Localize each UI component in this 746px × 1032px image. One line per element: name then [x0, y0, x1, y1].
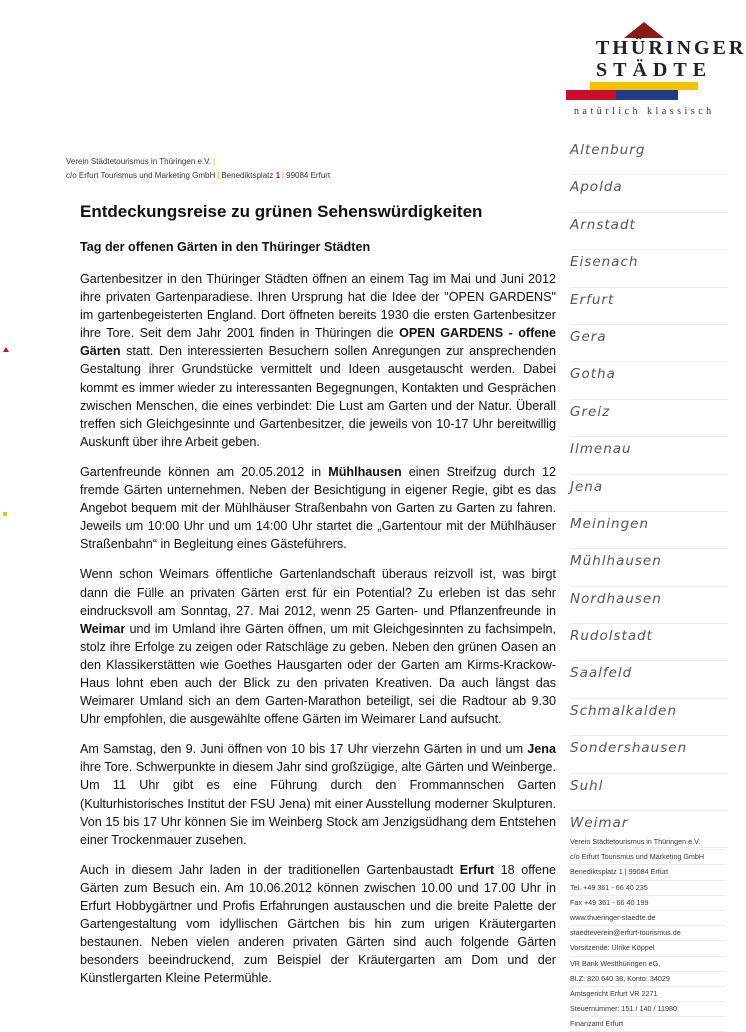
article-subtitle: Tag der offenen Gärten in den Thüringer Städten — [80, 240, 371, 254]
paragraph-1: Gartenbesitzer in den Thüringer Städten öffnen an einem Tag im Mai und Juni 2012 ihre privaten Gartenparadiese. Ihren Ursprung hat die Idee der "OPEN GARDENS" im gartenbegeisterten England. Dort öffneten bereits 1930 die ersten Gartenbesitzer ihre Tore. Seit dem Jahr 2001 finden in Thüringen die OPEN GARDENS - offene Gärten statt. Den interessierten Besuchern sollen Anregungen zur ansprechenden Gestaltung ihrer Grundstücke vermittelt und Ideen ausgetauscht werden. Dabei kommt es immer wieder zu interessanten Begegnungen, Kontakten und Gesprächen zwischen Menschen, die eines verbindet: Die Lust am Garten und der Natur. Überall treffen sich Gleichgesinnte und Gartenbesitzer, die jeweils von 10-17 Uhr bereitwillig Auskunft über ihre Arbeit geben. — [80, 272, 556, 449]
info-line: Fax +49 361 - 66 40 199 — [570, 896, 726, 911]
sender-line-1 — [66, 155, 330, 169]
sender-address — [66, 155, 330, 183]
city-item: Eisenach — [570, 250, 728, 287]
city-item: Weimar — [570, 811, 728, 848]
separator: | — [212, 157, 216, 166]
city-item: Erfurt — [570, 288, 728, 325]
paragraph-5: Auch in diesem Jahr laden in der traditionellen Gartenbaustadt Erfurt 18 offene Gärten zum Besuch ein. Am 10.06.2012 können zwischen 10.00 und 17.00 Uhr in Erfurt Hobbygärtner und Profis Erfahrungen austauschen und die breite Palette der Gartengestaltung vom idyllischen Gärtchen bis hin zum urigen Kräutergarten bestaunen. Neben vielen anderen privaten Gärten sind auch folgende Gärten besonders beeindruckend, zum Beispiel der Kräutergarten am Dom und der Künstlergarten Kleine Petermühle. — [80, 862, 556, 986]
city-item: Schmalkalden — [570, 699, 728, 736]
city-item: Jena — [570, 475, 728, 512]
city-item: Apolda — [570, 175, 728, 212]
info-line: Steuernummer: 151 / 140 / 11980 — [570, 1002, 726, 1017]
city-item: Sondershausen — [570, 736, 728, 773]
sender-street-number: 1 — [275, 171, 281, 180]
separator: | — [282, 171, 285, 180]
margin-mark-triangle — [3, 347, 9, 352]
sender-street: Benediktsplatz — [221, 171, 274, 180]
info-line: c/o Erfurt Tourismus und Marketing GmbH — [570, 850, 726, 865]
city-item: Mühlhausen — [570, 549, 728, 586]
info-line: Tel. +49 361 - 66 40 235 — [570, 881, 726, 896]
paragraph-4: Am Samstag, den 9. Juni öffnen von 10 bis 17 Uhr vierzehn Gärten in und um Jena ihre Tore. Schwerpunkte in diesem Jahr sind großzügige, alte Gärten und Weinberge. Um 11 Uhr gibt es eine Führung durch den Frommannschen Garten (Kulturhistorisches Institut der FSU Jena) mit einer Ausstellung moderner Skulpturen. Von 15 bis 17 Uhr können Sie im Weinberg Stock am Jenzigsüdhang dem Entstehen einer Trockenmauer zusehen. — [80, 742, 556, 847]
article-title: Entdeckungsreise zu grünen Sehenswürdigkeiten — [80, 202, 483, 221]
city-item: Meiningen — [570, 512, 728, 549]
info-line: BLZ: 820 640 38, Konto: 34029 — [570, 972, 726, 987]
city-item: Gotha — [570, 362, 728, 399]
paragraph-2: Gartenfreunde können am 20.05.2012 in Mühlhausen einen Streifzug durch 12 fremde Gärten unternehmen. Neben der Besichtigung in eigener Regie, gibt es das Angebot bequem mit der Mühlhäuser Straßenbahn von Garten zu Garten zu fahren. Jeweils um 10:00 Uhr und um 14:00 Uhr startet die „Gartentour mit der Mühlhäuser Straßenbahn“ in Begleitung eines Gästeführers. — [80, 464, 556, 552]
city-list — [570, 138, 728, 848]
city-item: Ilmenau — [570, 437, 728, 474]
logo-bar-yellow — [590, 82, 698, 90]
thueringer-staedte-logo — [566, 22, 746, 126]
info-line: VR Bank Westthüringen eG, — [570, 957, 726, 972]
website-link[interactable]: www.thueringer-staedte.de — [570, 911, 726, 926]
separator: | — [217, 171, 220, 180]
city-item: Gera — [570, 325, 728, 362]
margin-mark-dot — [3, 512, 7, 516]
contact-info — [570, 835, 726, 1032]
logo-bar-blue — [616, 90, 678, 100]
sender-line-2 — [66, 169, 330, 183]
logo-line-1: THÜRINGER — [596, 37, 746, 59]
info-line: Verein Städtetourismus in Thüringen e.V. — [570, 835, 726, 850]
info-line: Vorsitzende: Ulrike Köppel — [570, 941, 726, 956]
logo-tagline: natürlich klassisch — [574, 106, 715, 117]
sender-org: Verein Städtetourismus in Thüringen e.V. — [66, 157, 211, 166]
email-link[interactable]: staedteverein@erfurt-tourismus.de — [570, 926, 726, 941]
paragraph-3: Wenn schon Weimars öffentliche Gartenlandschaft überaus reizvoll ist, was birgt dann die Fülle an privaten Gärten erst für ein Potential? Zu erleben ist das sehr eindrucksvoll am Sonntag, 27. Mai 2012, wenn 25 Garten- und Pflanzenfreunde in Weimar und im Umland ihre Gärten öffnen, um mit Gleichgesinnten zu fachsimpeln, stolz ihre Erfolge zu zeigen oder Ratschläge zu geben. Neben den grünen Oasen an den Klassikerstätten wie Goethes Hausgarten oder der Garten am Kirms-Krackow-Haus lohnt eben auch der Blick zu den privaten Kreativen. Da auch längst das Weimarer Umland sich an dem Garten-Marathon beteiligt, sei die Radtour ab 9.30 Uhr empfohlen, die ausgewählte offene Gärten im Weimarer Land aufsucht. — [80, 567, 556, 727]
city-item: Suhl — [570, 774, 728, 811]
info-line: Amtsgericht Erfurt VR 2271 — [570, 987, 726, 1002]
city-item: Nordhausen — [570, 587, 728, 624]
city-item: Altenburg — [570, 138, 728, 175]
city-item: Saalfeld — [570, 661, 728, 698]
city-item: Arnstadt — [570, 213, 728, 250]
sender-co: c/o Erfurt Tourismus und Marketing GmbH — [66, 171, 216, 180]
logo-line-2: STÄDTE — [596, 59, 713, 81]
sender-city: 99084 Erfurt — [286, 171, 331, 180]
logo-roof-icon — [624, 22, 664, 38]
city-item: Rudolstadt — [570, 624, 728, 661]
info-line: Finanzamt Erfurt — [570, 1017, 726, 1032]
city-item: Greiz — [570, 400, 728, 437]
info-line: Benediktsplatz 1 | 99084 Erfurt — [570, 865, 726, 880]
article-body — [80, 200, 556, 999]
